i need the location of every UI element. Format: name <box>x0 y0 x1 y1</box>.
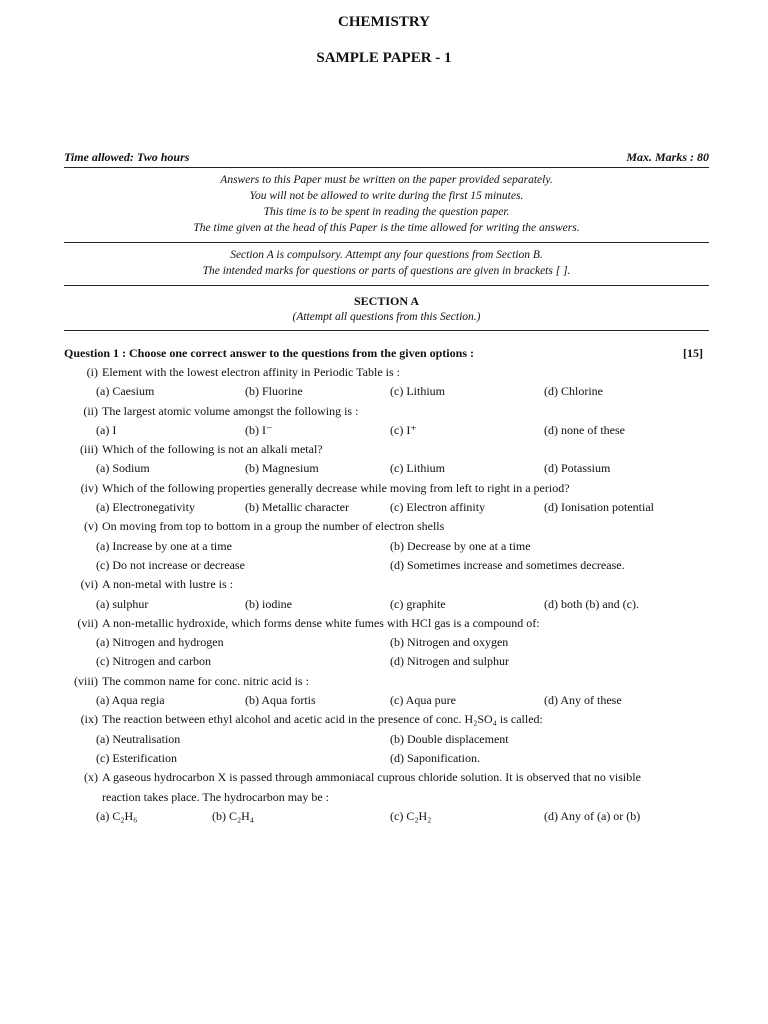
option: (a) Electronegativity <box>96 500 195 515</box>
question-number: (v) <box>84 519 98 534</box>
option: (b) Nitrogen and oxygen <box>390 635 509 650</box>
option: (c) Nitrogen and carbon <box>96 654 211 669</box>
question-item <box>64 770 714 789</box>
option: (b) Magnesium <box>245 461 319 476</box>
instruction-line: The time given at the head of this Paper is the time allowed for writing the answers. <box>193 222 580 234</box>
instruction-line: This time is to be spent in reading the question paper. <box>263 206 510 218</box>
question-number: (iii) <box>80 442 98 457</box>
option: (b) Aqua fortis <box>245 693 316 708</box>
instruction-line: Answers to this Paper must be written on the paper provided separately. <box>220 174 553 186</box>
options-row <box>64 558 714 577</box>
option: (a) sulphur <box>96 596 149 611</box>
option: (c) Lithium <box>390 384 445 399</box>
question-item <box>64 519 714 538</box>
option: (b) Metallic character <box>245 500 349 515</box>
question-number: (iv) <box>80 480 98 495</box>
option: (a) Sodium <box>96 461 150 476</box>
paper-subtitle: SAMPLE PAPER - 1 <box>316 50 452 66</box>
section-subheading: (Attempt all questions from this Section.) <box>292 311 481 323</box>
instruction-line: You will not be allowed to write during the first 15 minutes. <box>249 190 524 202</box>
section-note: Section A is compulsory. Attempt any four questions from Section B. <box>230 249 543 261</box>
section-heading: SECTION A <box>353 294 420 308</box>
question-1-marks: [15] <box>683 346 703 360</box>
instructions <box>64 172 709 236</box>
option: (b) iodine <box>245 596 292 611</box>
question-item <box>64 674 714 693</box>
option: (d) Nitrogen and sulphur <box>390 654 509 669</box>
option: (c) graphite <box>390 596 446 611</box>
section-notes <box>64 247 709 279</box>
option: (d) Any of these <box>544 693 622 708</box>
option: (a) Caesium <box>96 384 155 399</box>
options-row <box>64 461 714 480</box>
question-item <box>64 577 714 596</box>
question-number: (x) <box>84 770 98 785</box>
question-number: (viii) <box>74 673 98 688</box>
option: (a) Aqua regia <box>96 693 165 708</box>
question-number: (ii) <box>83 403 98 418</box>
question-text: A gaseous hydrocarbon X is passed through ammoniacal cuprous chloride solution. It is observed that no visible <box>102 770 641 785</box>
option: (a) Increase by one at a time <box>96 538 232 553</box>
option: (b) Double displacement <box>390 731 509 746</box>
option: (d) Any of (a) or (b) <box>544 808 641 823</box>
options-row <box>64 539 714 558</box>
question-1-stem <box>64 346 709 361</box>
max-marks: Max. Marks : 80 <box>626 150 709 164</box>
option: (d) Potassium <box>544 461 611 476</box>
options-row <box>64 423 714 442</box>
option: (a) C₂H₆ <box>96 808 138 823</box>
divider <box>64 167 709 168</box>
question-item <box>64 616 714 635</box>
question-item <box>64 365 714 384</box>
question-number: (vi) <box>80 577 98 592</box>
question-text: reaction takes place. The hydrocarbon may be : <box>102 789 330 804</box>
question-text: A non-metal with lustre is : <box>102 577 233 592</box>
question-text: Which of the following properties generally decrease while moving from left to right in a period? <box>102 480 570 495</box>
option: (d) Ionisation potential <box>544 500 654 515</box>
option: (c) Esterification <box>96 750 177 765</box>
divider <box>64 242 709 243</box>
question-text: The common name for conc. nitric acid is : <box>102 673 309 688</box>
question-number: (ix) <box>80 712 98 727</box>
question-item <box>64 404 714 423</box>
divider <box>64 330 709 331</box>
question-text: Which of the following is not an alkali metal? <box>102 442 323 457</box>
question-text: On moving from top to bottom in a group the number of electron shells <box>102 519 445 534</box>
options-row <box>64 693 714 712</box>
option: (d) Saponification. <box>390 750 480 765</box>
option: (b) C₂H₄ <box>212 808 255 823</box>
section-a-header <box>64 294 709 323</box>
question-1-text: Question 1 : Choose one correct answer to the questions from the given options : <box>64 346 474 360</box>
option: (d) both (b) and (c). <box>544 596 639 611</box>
question-text: The reaction between ethyl alcohol and acetic acid in the presence of conc. H₂SO₄ is called: <box>102 712 543 727</box>
question-number: (vii) <box>77 615 98 630</box>
option: (c) Do not increase or decrease <box>96 557 245 572</box>
question-item-continued <box>64 790 714 809</box>
question-item <box>64 442 714 461</box>
option: (d) Sometimes increase and sometimes decrease. <box>390 557 625 572</box>
question-item <box>64 712 714 731</box>
time-allowed: Time allowed: Two hours <box>64 150 190 164</box>
option: (c) C₂H₂ <box>390 808 432 823</box>
paper-title: CHEMISTRY <box>338 14 430 30</box>
options-row <box>64 500 714 519</box>
question-text: The largest atomic volume amongst the following is : <box>102 403 359 418</box>
section-note: The intended marks for questions or parts of questions are given in brackets [ ]. <box>202 265 571 277</box>
option: (d) Chlorine <box>544 384 603 399</box>
question-text: A non-metallic hydroxide, which forms dense white fumes with HCl gas is a compound of: <box>102 615 540 630</box>
options-row <box>64 384 714 403</box>
divider <box>64 285 709 286</box>
options-row <box>64 732 714 751</box>
options-row <box>64 809 714 828</box>
options-row <box>64 635 714 654</box>
question-text: Element with the lowest electron affinity in Periodic Table is : <box>102 365 400 379</box>
option: (c) Aqua pure <box>390 693 456 708</box>
paper-header <box>64 150 709 165</box>
option: (c) I⁺ <box>390 422 417 437</box>
options-row <box>64 597 714 616</box>
option: (b) I⁻ <box>245 422 273 437</box>
option: (a) I <box>96 422 117 437</box>
question-list <box>64 365 714 828</box>
option: (c) Electron affinity <box>390 500 486 515</box>
question-item <box>64 481 714 500</box>
options-row <box>64 654 714 673</box>
option: (b) Decrease by one at a time <box>390 538 531 553</box>
option: (b) Fluorine <box>245 384 303 399</box>
question-number: (i) <box>86 365 98 379</box>
option: (d) none of these <box>544 422 625 437</box>
options-row <box>64 751 714 770</box>
option: (a) Nitrogen and hydrogen <box>96 635 224 650</box>
option: (a) Neutralisation <box>96 731 181 746</box>
option: (c) Lithium <box>390 461 445 476</box>
